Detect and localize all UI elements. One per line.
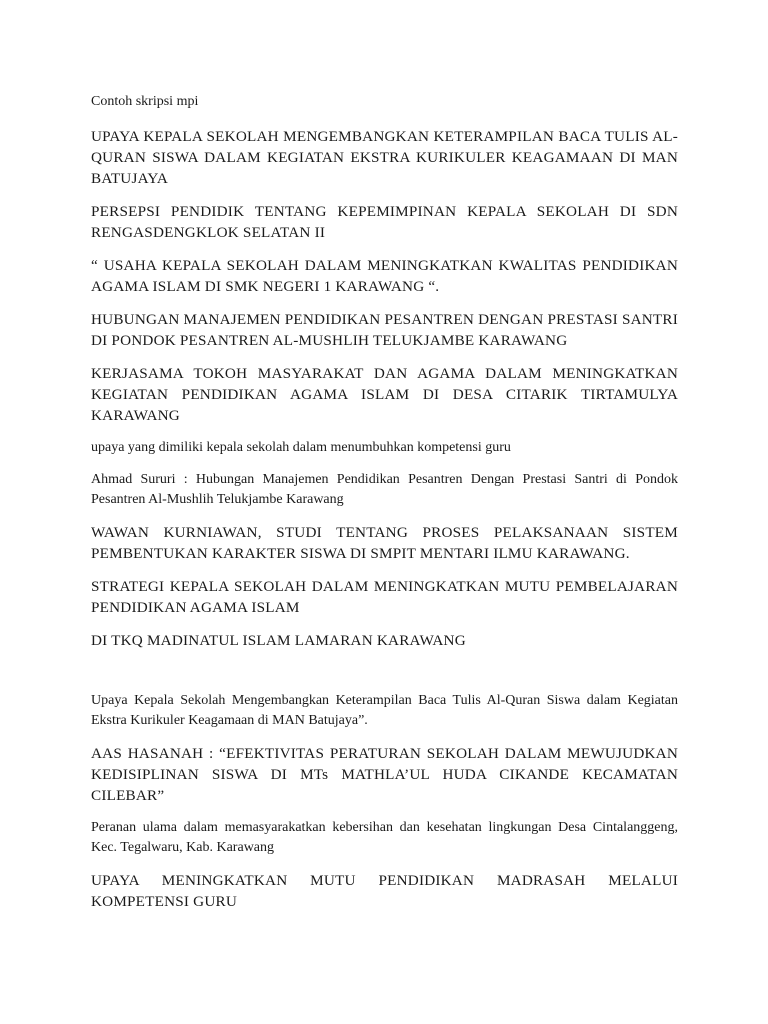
thesis-title-8: WAWAN KURNIAWAN, STUDI TENTANG PROSES PELAKSANAAN SISTEM PEMBENTUKAN KARAKTER SISWA DI SMPIT MENTARI ILMU KARAWANG. xyxy=(91,524,678,562)
thesis-title-7: Ahmad Sururi : Hubungan Manajemen Pendidikan Pesantren Dengan Prestasi Santri di Pondok Pesantren Al-Mushlih Telukjambe Karawang xyxy=(91,472,678,507)
thesis-title-10: DI TKQ MADINATUL ISLAM LAMARAN KARAWANG xyxy=(91,632,466,649)
thesis-title-2: PERSEPSI PENDIDIK TENTANG KEPEMIMPINAN KEPALA SEKOLAH DI SDN RENGASDENGKLOK SELATAN II xyxy=(91,203,678,241)
thesis-title-6: upaya yang dimiliki kepala sekolah dalam menumbuhkan kompetensi guru xyxy=(91,440,511,455)
thesis-title-11: Upaya Kepala Sekolah Mengembangkan Keterampilan Baca Tulis Al-Quran Siswa dalam Kegiatan Ekstra Kurikuler Keagamaan di MAN Batujaya”. xyxy=(91,693,678,728)
thesis-title-1: UPAYA KEPALA SEKOLAH MENGEMBANGKAN KETERAMPILAN BACA TULIS AL-QURAN SISWA DALAM KEGIATAN EKSTRA KURIKULER KEAGAMAAN DI MAN BATUJAYA xyxy=(91,128,678,187)
thesis-title-12: AAS HASANAH : “EFEKTIVITAS PERATURAN SEKOLAH DALAM MEWUJUDKAN KEDISIPLINAN SISWA DI MTs MATHLA’UL HUDA CIKANDE KECAMATAN CILEBAR” xyxy=(91,745,678,804)
thesis-title-5: KERJASAMA TOKOH MASYARAKAT DAN AGAMA DALAM MENINGKATKAN KEGIATAN PENDIDIKAN AGAMA ISLAM DI DESA CITARIK TIRTAMULYA KARAWANG xyxy=(91,365,678,424)
document-heading: Contoh skripsi mpi xyxy=(91,94,199,109)
thesis-title-9: STRATEGI KEPALA SEKOLAH DALAM MENINGKATKAN MUTU PEMBELAJARAN PENDIDIKAN AGAMA ISLAM xyxy=(91,578,678,616)
thesis-title-13: Peranan ulama dalam memasyarakatkan kebersihan dan kesehatan lingkungan Desa Cintalanggeng, Kec. Tegalwaru, Kab. Karawang xyxy=(91,820,678,855)
thesis-title-3: “ USAHA KEPALA SEKOLAH DALAM MENINGKATKAN KWALITAS PENDIDIKAN AGAMA ISLAM DI SMK NEGERI 1 KARAWANG “. xyxy=(91,257,678,295)
thesis-title-4: HUBUNGAN MANAJEMEN PENDIDIKAN PESANTREN DENGAN PRESTASI SANTRI DI PONDOK PESANTREN AL-MUSHLIH TELUKJAMBE KARAWANG xyxy=(91,311,678,349)
thesis-title-14: UPAYA MENINGKATKAN MUTU PENDIDIKAN MADRASAH MELALUI KOMPETENSI GURU xyxy=(91,872,678,910)
